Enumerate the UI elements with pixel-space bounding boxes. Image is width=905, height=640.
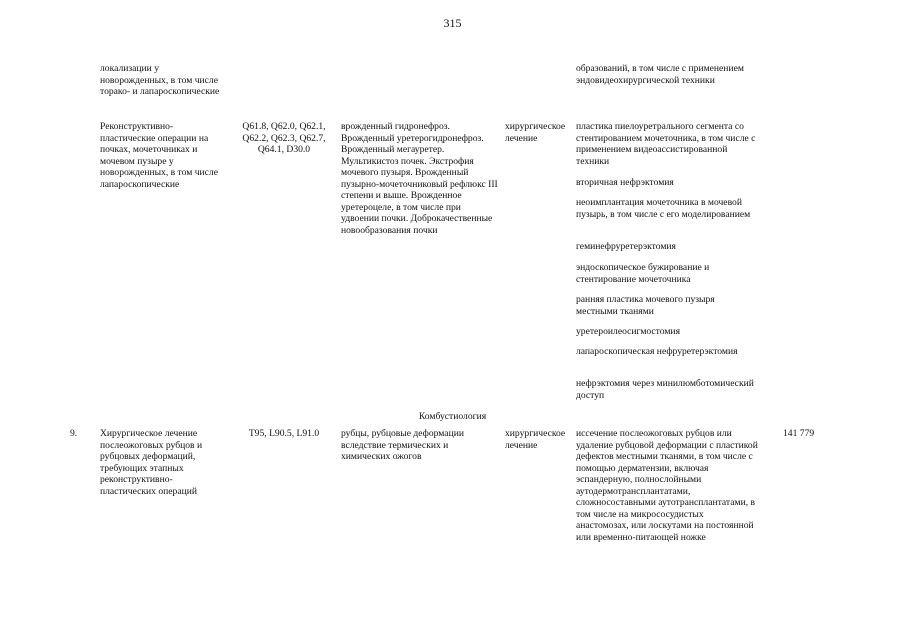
row-9-method: иссечение послеожоговых рубцов или удаление рубцовой деформации с пластикой дефектов местными тканями, в том числе с помощью дерматензии, включая эспандерную, полнослойными аутодермотрансплантатами, сложносоставными аутотрансплантатами, в том числе на микрососудистых анастомозах, или лоскутами на постоянной или временно-питающей ножке	[576, 428, 758, 543]
recon-row-codes: Q61.8, Q62.0, Q62.1, Q62.2, Q62.3, Q62.7, Q64.1, D30.0	[242, 121, 326, 155]
recon-method-7: лапароскопическая нефруретерэктомия	[576, 346, 738, 357]
recon-method-1: вторичная нефрэктомия	[576, 177, 674, 188]
prev-row-method: образований, в том числе с применением эндовидеохирургической техники	[576, 63, 744, 86]
recon-row-diagnosis: врожденный гидронефроз. Врожденный уретерогидронефроз. Врожденный мегауретер. Мультикистоз почек. Экстрофия мочевого пузыря. Врожденный пузырно-мочеточниковый рефлюкс III степени и выше. Врожденное уретероцеле, в том числе при удвоении почки. Доброкачественные новообразования почки	[341, 121, 498, 236]
row-9-cost: 141 779	[783, 428, 815, 439]
row-9-diagnosis: рубцы, рубцовые деформации вследствие термических и химических ожогов	[341, 428, 464, 462]
recon-method-8: нефрэктомия через минилюмботомический доступ	[576, 378, 754, 401]
section-title: Комбустиология	[418, 411, 487, 422]
recon-method-5: ранняя пластика мочевого пузыря местными тканями	[576, 294, 715, 317]
prev-row-name: локализации у новорожденных, в том числе торако- и лапароскопические	[100, 63, 220, 97]
recon-method-0: пластика пиелоуретрального сегмента со стентированием мочеточника, в том числе с применением видеоассистированной техники	[576, 121, 756, 167]
recon-method-4: эндоскопическое бужирование и стентирование мочеточника	[576, 262, 710, 285]
recon-row-treatment: хирургическое лечение	[505, 121, 566, 144]
recon-method-2: неоимплантация мочеточника в мочевой пузырь, в том числе с его моделированием	[576, 197, 751, 220]
page-number: 315	[443, 16, 462, 30]
row-9-treatment: хирургическое лечение	[505, 428, 566, 451]
row-9-number: 9.	[70, 428, 78, 439]
recon-method-6: уретероилеосигмостомия	[576, 326, 680, 337]
row-9-name: Хирургическое лечение послеожоговых рубцов и рубцовых деформаций, требующих этапных реконструктивно-пластических операций	[100, 428, 203, 497]
row-9-codes: T95, L90.5, L91.0	[248, 428, 320, 439]
recon-row-name: Реконструктивно-пластические операции на почках, мочеточниках и мочевом пузыре у новорожденных, в том числе лапароскопические	[100, 121, 218, 190]
recon-method-3: геминефруретерэктомия	[576, 241, 676, 252]
